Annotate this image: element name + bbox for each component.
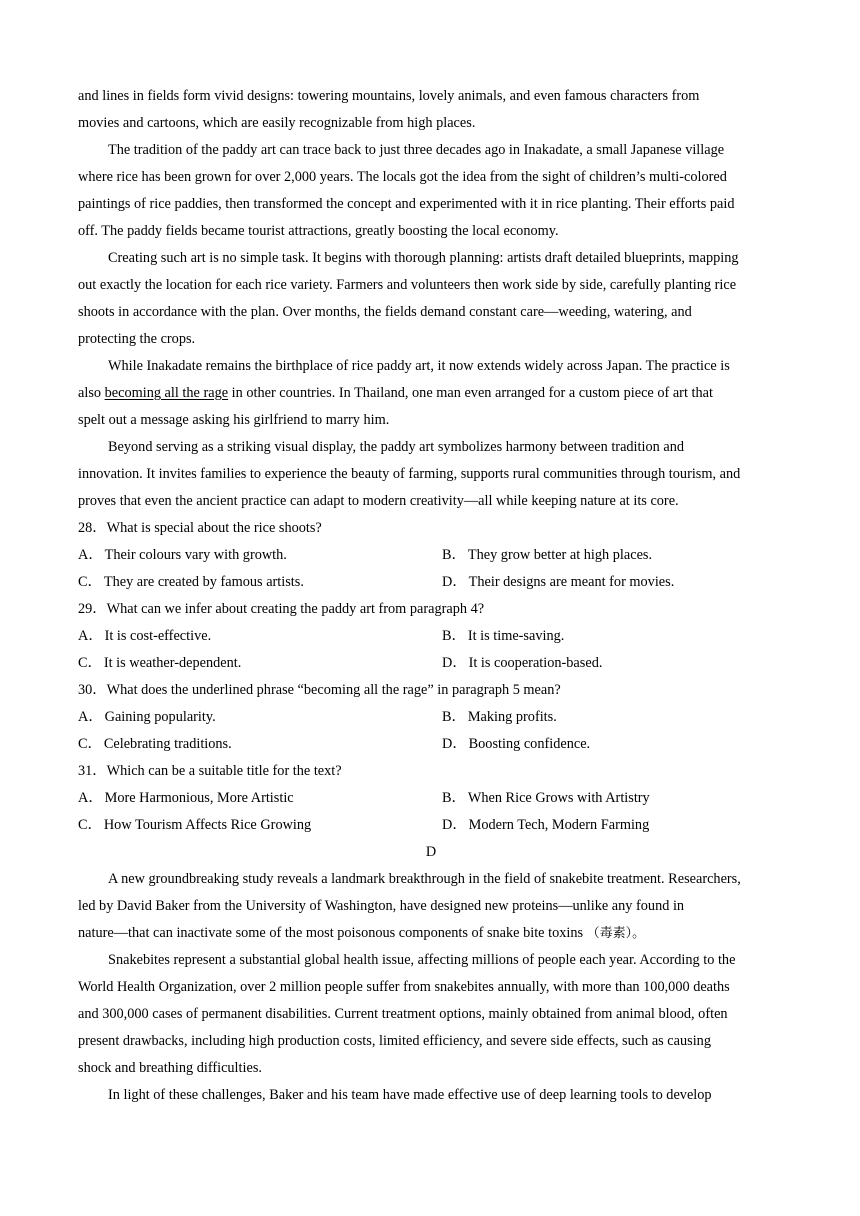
- option-text: It is cooperation-based.: [468, 655, 603, 671]
- option-d: [442, 812, 784, 839]
- text-line: Snakebites represent a substantial global health issue, affecting millions of people each year. According to the: [108, 952, 736, 968]
- option-row: [78, 785, 784, 812]
- text-segment: in other countries. In Thailand, one man even arranged for a custom piece of art that: [228, 385, 713, 401]
- option-row: [78, 569, 784, 596]
- option-letter: C．: [78, 574, 102, 590]
- option-letter: B．: [442, 628, 466, 644]
- underlined-phrase: becoming all the rage: [104, 385, 229, 401]
- section-heading: D: [425, 844, 437, 860]
- text-line: In light of these challenges, Baker and his team have made effective use of deep learning tools to develop: [108, 1087, 712, 1103]
- option-a: [78, 704, 442, 731]
- option-text: It is time-saving.: [467, 628, 565, 644]
- passage-c-paragraph-3: [78, 245, 784, 353]
- text-line: protecting the crops.: [78, 331, 196, 347]
- option-c: [78, 650, 442, 677]
- option-text: Making profits.: [467, 709, 557, 725]
- text-line: present drawbacks, including high production costs, limited efficiency, and severe side effects, such as causing: [78, 1033, 711, 1049]
- passage-c-paragraph-1: [78, 83, 784, 137]
- text-line: where rice has been grown for over 2,000 years. The locals got the idea from the sight of children’s multi-colored: [78, 169, 727, 185]
- option-letter: D．: [442, 736, 467, 752]
- option-letter: A．: [78, 790, 103, 806]
- text-line: off. The paddy fields became tourist attractions, greatly boosting the local economy.: [78, 223, 559, 239]
- option-text: Modern Tech, Modern Farming: [468, 817, 650, 833]
- option-letter: D．: [442, 574, 467, 590]
- text-line: A new groundbreaking study reveals a landmark breakthrough in the field of snakebite treatment. Researchers,: [108, 871, 741, 887]
- option-letter: B．: [442, 709, 466, 725]
- cjk-gloss: （毒素）。: [586, 926, 646, 941]
- option-a: [78, 542, 442, 569]
- question-stem: 29．What can we infer about creating the paddy art from paragraph 4?: [78, 601, 485, 617]
- option-b: [442, 542, 784, 569]
- option-row: [78, 623, 784, 650]
- text-segment: nature—that can inactivate some of the most poisonous components of snake bite toxins: [78, 925, 587, 941]
- option-letter: B．: [442, 790, 466, 806]
- text-line: movies and cartoons, which are easily recognizable from high places.: [78, 115, 476, 131]
- text-line: and 300,000 cases of permanent disabilities. Current treatment options, mainly obtained from animal blood, often: [78, 1006, 728, 1022]
- option-c: [78, 569, 442, 596]
- option-text: Their colours vary with growth.: [104, 547, 287, 563]
- passage-d-paragraph-2: [78, 947, 784, 1082]
- option-row: [78, 650, 784, 677]
- question-stem: 31．Which can be a suitable title for the text?: [78, 763, 342, 779]
- text-segment: also: [78, 385, 105, 401]
- question-30: [78, 677, 784, 758]
- option-text: It is cost-effective.: [104, 628, 212, 644]
- option-c: [78, 731, 442, 758]
- option-letter: A．: [78, 628, 103, 644]
- passage-c-paragraph-2: [78, 137, 784, 245]
- text-line: and lines in fields form vivid designs: towering mountains, lovely animals, and even famous characters from: [78, 88, 700, 104]
- passage-d-paragraph-1: [78, 866, 784, 947]
- text-line: shock and breathing difficulties.: [78, 1060, 262, 1076]
- question-stem: 30．What does the underlined phrase “becoming all the rage” in paragraph 5 mean?: [78, 682, 561, 698]
- text-line: The tradition of the paddy art can trace back to just three decades ago in Inakadate, a small Japanese village: [108, 142, 725, 158]
- text-line: out exactly the location for each rice variety. Farmers and volunteers then work side by side, carefully planting rice: [78, 277, 737, 293]
- question-31: [78, 758, 784, 839]
- option-letter: D．: [442, 817, 467, 833]
- text-line: shoots in accordance with the plan. Over months, the fields demand constant care—weeding, watering, and: [78, 304, 692, 320]
- option-row: [78, 812, 784, 839]
- text-line: spelt out a message asking his girlfriend to marry him.: [78, 412, 390, 428]
- text-line: Beyond serving as a striking visual display, the paddy art symbolizes harmony between tradition and: [108, 439, 684, 455]
- passage-c-paragraph-4: [78, 353, 784, 434]
- option-b: [442, 623, 784, 650]
- option-b: [442, 704, 784, 731]
- option-a: [78, 785, 442, 812]
- text-line: led by David Baker from the University of Washington, have designed new proteins—unlike any found in: [78, 898, 685, 914]
- option-d: [442, 731, 784, 758]
- text-line: World Health Organization, over 2 million people suffer from snakebites annually, with more than 100,000 deaths: [78, 979, 730, 995]
- option-text: They grow better at high places.: [467, 547, 653, 563]
- option-row: [78, 731, 784, 758]
- option-text: How Tourism Affects Rice Growing: [103, 817, 312, 833]
- option-d: [442, 569, 784, 596]
- option-text: More Harmonious, More Artistic: [104, 790, 294, 806]
- passage-d-paragraph-3: [78, 1082, 784, 1109]
- option-row: [78, 542, 784, 569]
- question-stem: 28．What is special about the rice shoots?: [78, 520, 322, 536]
- option-letter: D．: [442, 655, 467, 671]
- question-29: [78, 596, 784, 677]
- text-line: While Inakadate remains the birthplace of rice paddy art, it now extends widely across Japan. The practice is: [108, 358, 730, 374]
- text-line: paintings of rice paddies, then transformed the concept and experimented with it in rice planting. Their efforts paid: [78, 196, 735, 212]
- question-28: [78, 515, 784, 596]
- option-letter: C．: [78, 736, 102, 752]
- text-line: [78, 920, 784, 947]
- option-d: [442, 650, 784, 677]
- option-text: Boosting confidence.: [468, 736, 591, 752]
- option-text: Gaining popularity.: [104, 709, 216, 725]
- option-a: [78, 623, 442, 650]
- text-line: [78, 380, 784, 407]
- option-letter: C．: [78, 655, 102, 671]
- option-letter: A．: [78, 547, 103, 563]
- passage-c-paragraph-5: [78, 434, 784, 515]
- option-c: [78, 812, 442, 839]
- text-line: Creating such art is no simple task. It begins with thorough planning: artists draft detailed blueprints, mapping: [108, 250, 739, 266]
- document-page: [78, 83, 784, 1109]
- option-b: [442, 785, 784, 812]
- option-letter: B．: [442, 547, 466, 563]
- option-text: It is weather-dependent.: [103, 655, 242, 671]
- option-letter: A．: [78, 709, 103, 725]
- option-letter: C．: [78, 817, 102, 833]
- option-row: [78, 704, 784, 731]
- text-line: proves that even the ancient practice can adapt to modern creativity—all while keeping nature at its core.: [78, 493, 679, 509]
- option-text: They are created by famous artists.: [103, 574, 304, 590]
- option-text: Their designs are meant for movies.: [468, 574, 675, 590]
- text-line: innovation. It invites families to experience the beauty of farming, supports rural communities through tourism, and: [78, 466, 741, 482]
- option-text: Celebrating traditions.: [103, 736, 232, 752]
- option-text: When Rice Grows with Artistry: [467, 790, 650, 806]
